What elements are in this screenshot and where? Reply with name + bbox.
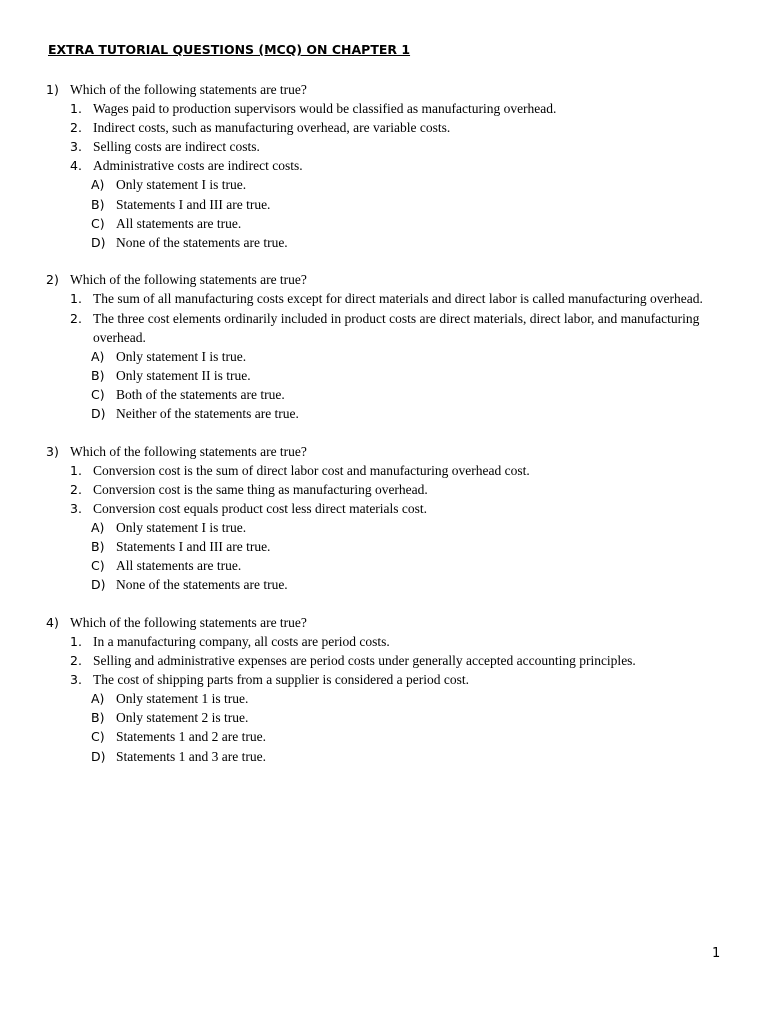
statement-number: 1. bbox=[70, 462, 82, 478]
statement-number: 1. bbox=[70, 291, 82, 307]
option-letter: C) bbox=[91, 729, 105, 745]
statement-text: In a manufacturing company, all costs are period costs. bbox=[93, 633, 390, 649]
statement-text: Wages paid to production supervisors would be classified as manufacturing overhead. bbox=[93, 101, 557, 117]
question-stem bbox=[46, 442, 746, 461]
statement-text: The three cost elements ordinarily included in product costs are direct materials, direct labor, and manufacturing overhead. bbox=[93, 310, 700, 345]
option-text: Only statement 2 is true. bbox=[116, 710, 249, 726]
answer-option bbox=[46, 708, 746, 727]
answer-option bbox=[46, 214, 746, 233]
statement-text: Indirect costs, such as manufacturing overhead, are variable costs. bbox=[93, 120, 451, 136]
question-list bbox=[46, 80, 746, 784]
statement-text: Selling and administrative expenses are period costs under generally accepted accounting principles. bbox=[93, 653, 636, 669]
option-text: Statements I and III are true. bbox=[116, 539, 271, 555]
question-number: 3) bbox=[46, 443, 59, 459]
option-letter: B) bbox=[91, 539, 105, 555]
statement-number: 2. bbox=[70, 120, 82, 136]
statement-number: 3. bbox=[70, 672, 82, 688]
question-3 bbox=[46, 442, 746, 595]
statement-item bbox=[46, 156, 746, 175]
answer-option bbox=[46, 747, 746, 766]
option-text: Both of the statements are true. bbox=[116, 386, 285, 402]
statement-item bbox=[46, 499, 746, 518]
question-1 bbox=[46, 80, 746, 252]
page-number: 1 bbox=[712, 946, 721, 961]
statement-number: 1. bbox=[70, 101, 82, 117]
option-letter: D) bbox=[91, 406, 106, 421]
answer-option bbox=[46, 195, 746, 214]
statement-text: Selling costs are indirect costs. bbox=[93, 139, 260, 155]
option-letter: D) bbox=[91, 748, 106, 764]
answer-option bbox=[46, 575, 746, 594]
option-text: None of the statements are true. bbox=[116, 577, 288, 593]
option-text: All statements are true. bbox=[116, 558, 242, 574]
answer-option bbox=[46, 385, 746, 404]
question-stem bbox=[46, 613, 746, 632]
question-text: Which of the following statements are true? bbox=[70, 272, 307, 288]
statement-item bbox=[46, 137, 746, 156]
option-letter: C) bbox=[91, 558, 105, 574]
question-text: Which of the following statements are true? bbox=[70, 614, 307, 630]
question-text: Which of the following statements are true? bbox=[70, 443, 307, 459]
statement-number: 4. bbox=[70, 158, 82, 174]
option-text: Only statement 1 is true. bbox=[116, 691, 249, 707]
option-text: Only statement I is true. bbox=[116, 177, 247, 193]
answer-option bbox=[46, 556, 746, 575]
statement-number: 1. bbox=[70, 633, 82, 649]
question-number: 1) bbox=[46, 82, 59, 97]
question-text: Which of the following statements are true? bbox=[70, 82, 307, 97]
question-2 bbox=[46, 270, 746, 423]
answer-option bbox=[46, 518, 746, 537]
answer-option bbox=[46, 366, 746, 385]
statement-text: The cost of shipping parts from a supplier is considered a period cost. bbox=[93, 672, 470, 688]
statement-item bbox=[46, 309, 746, 347]
option-letter: B) bbox=[91, 196, 105, 212]
option-text: Only statement II is true. bbox=[116, 367, 251, 383]
question-stem bbox=[46, 80, 746, 99]
answer-option bbox=[46, 727, 746, 746]
statement-item bbox=[46, 289, 746, 308]
statement-item bbox=[46, 118, 746, 137]
option-text: Statements 1 and 3 are true. bbox=[116, 748, 266, 764]
option-letter: B) bbox=[91, 710, 105, 726]
option-text: None of the statements are true. bbox=[116, 234, 288, 250]
option-text: Neither of the statements are true. bbox=[116, 406, 299, 421]
statement-item bbox=[46, 651, 746, 670]
option-letter: A) bbox=[91, 348, 105, 364]
answer-option bbox=[46, 404, 746, 423]
statement-text: Administrative costs are indirect costs. bbox=[93, 158, 303, 174]
option-text: Only statement I is true. bbox=[116, 519, 247, 535]
statement-text: Conversion cost equals product cost less direct materials cost. bbox=[93, 500, 428, 516]
option-letter: D) bbox=[91, 234, 106, 250]
option-letter: D) bbox=[91, 577, 106, 593]
answer-option bbox=[46, 347, 746, 366]
statement-number: 3. bbox=[70, 139, 82, 155]
statement-number: 2. bbox=[70, 653, 82, 669]
question-stem bbox=[46, 270, 746, 289]
statement-number: 3. bbox=[70, 500, 82, 516]
option-letter: C) bbox=[91, 215, 105, 231]
option-text: Only statement I is true. bbox=[116, 348, 247, 364]
option-letter: A) bbox=[91, 691, 105, 707]
option-text: All statements are true. bbox=[116, 215, 242, 231]
answer-option bbox=[46, 689, 746, 708]
option-text: Statements 1 and 2 are true. bbox=[116, 729, 266, 745]
question-number: 4) bbox=[46, 614, 59, 630]
statement-text: Conversion cost is the same thing as manufacturing overhead. bbox=[93, 481, 428, 497]
statement-number: 2. bbox=[70, 481, 82, 497]
statement-number: 2. bbox=[70, 310, 82, 326]
answer-option bbox=[46, 233, 746, 252]
question-number: 2) bbox=[46, 272, 59, 288]
option-letter: B) bbox=[91, 367, 105, 383]
document-title: EXTRA TUTORIAL QUESTIONS (MCQ) ON CHAPTER 1 bbox=[48, 42, 411, 57]
option-letter: A) bbox=[91, 177, 105, 193]
statement-item bbox=[46, 670, 746, 689]
statement-item bbox=[46, 480, 746, 499]
statement-item bbox=[46, 99, 746, 118]
statement-item bbox=[46, 632, 746, 651]
statement-item bbox=[46, 461, 746, 480]
option-letter: C) bbox=[91, 386, 105, 402]
question-4 bbox=[46, 613, 746, 766]
statement-text: Conversion cost is the sum of direct labor cost and manufacturing overhead cost. bbox=[93, 462, 530, 478]
answer-option bbox=[46, 537, 746, 556]
option-text: Statements I and III are true. bbox=[116, 196, 271, 212]
answer-option bbox=[46, 175, 746, 194]
option-letter: A) bbox=[91, 519, 105, 535]
statement-text: The sum of all manufacturing costs except for direct materials and direct labor is called manufacturing overhead. bbox=[93, 291, 703, 307]
